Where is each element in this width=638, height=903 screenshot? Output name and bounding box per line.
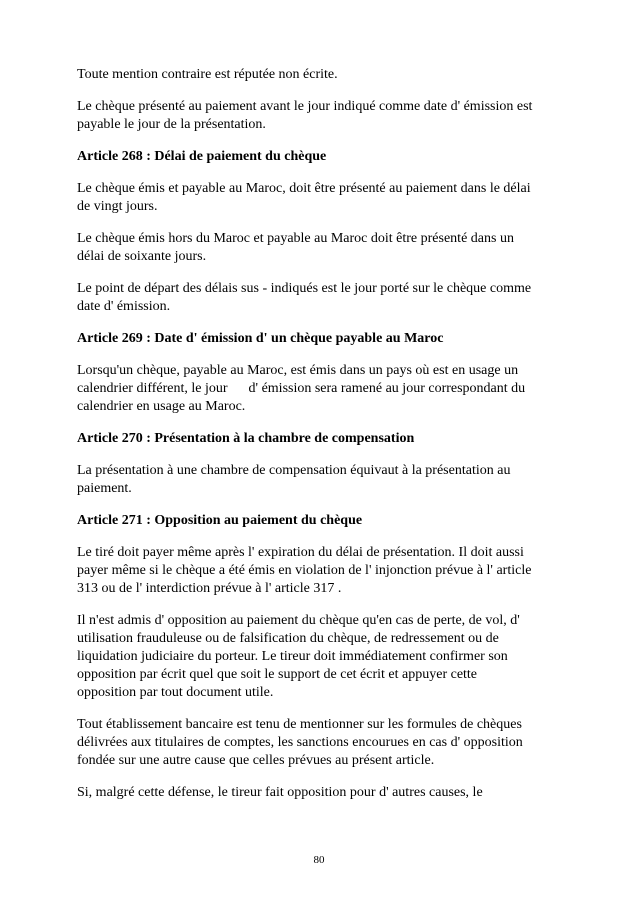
text-line: Si, malgré cette défense, le tireur fait opposition pour d' autres causes, le (77, 785, 483, 800)
text-line: La présentation à une chambre de compensation équivaut à la présentation au (77, 463, 511, 478)
text-line: utilisation frauduleuse ou de falsification du chèque, de redressement ou de (77, 631, 499, 646)
text-line: de vingt jours. (77, 199, 158, 214)
text-line: délivrées aux titulaires de comptes, les sanctions encourues en cas d' opposition (77, 735, 523, 750)
document-body (77, 66, 567, 816)
article-269-heading: Article 269 : Date d' émission d' un chèque payable au Maroc (77, 331, 444, 346)
paragraph (77, 362, 567, 416)
text-line: Le chèque émis hors du Maroc et payable au Maroc doit être présenté dans un (77, 231, 514, 246)
text-line: payer même si le chèque a été émis en violation de l' injonction prévue à l' article (77, 563, 532, 578)
text-line: délai de soixante jours. (77, 249, 207, 264)
article-268-heading: Article 268 : Délai de paiement du chèque (77, 149, 327, 164)
paragraph (77, 544, 567, 598)
paragraph (77, 280, 567, 316)
text-line: payable le jour de la présentation. (77, 117, 266, 132)
text-line: calendrier différent, le jour d' émission sera ramené au jour correspondant du (77, 381, 526, 396)
text-line: Lorsqu'un chèque, payable au Maroc, est émis dans un pays où est en usage un (77, 363, 519, 378)
paragraph (77, 180, 567, 216)
paragraph (77, 230, 567, 266)
text-line: paiement. (77, 481, 132, 496)
paragraph (77, 784, 567, 802)
text-line: Le point de départ des délais sus - indiqués est le jour porté sur le chèque comme (77, 281, 532, 296)
paragraph (77, 66, 567, 84)
page-number: 80 (313, 854, 325, 866)
paragraph (77, 462, 567, 498)
text-line: opposition par écrit quel que soit le support de cet écrit et appuyer cette (77, 667, 478, 682)
paragraph (77, 98, 567, 134)
text-line: Tout établissement bancaire est tenu de mentionner sur les formules de chèques (77, 717, 522, 732)
text-line: Il n'est admis d' opposition au paiement du chèque qu'en cas de perte, de vol, d' (77, 613, 520, 628)
text-line: calendrier en usage au Maroc. (77, 399, 246, 414)
paragraph (77, 612, 567, 702)
text-line: liquidation judiciaire du porteur. Le tireur doit immédiatement confirmer son (77, 649, 508, 664)
text-line: Toute mention contraire est réputée non écrite. (77, 67, 338, 82)
text-line: Le chèque émis et payable au Maroc, doit être présenté au paiement dans le délai (77, 181, 531, 196)
text-line: date d' émission. (77, 299, 171, 314)
text-line: Le chèque présenté au paiement avant le jour indiqué comme date d' émission est (77, 99, 533, 114)
text-line: fondée sur une autre cause que celles prévues au présent article. (77, 753, 435, 768)
text-line: 313 ou de l' interdiction prévue à l' article 317 . (77, 581, 342, 596)
text-line: opposition par tout document utile. (77, 685, 274, 700)
article-270-heading: Article 270 : Présentation à la chambre de compensation (77, 431, 415, 446)
text-line: Le tiré doit payer même après l' expiration du délai de présentation. Il doit aussi (77, 545, 524, 560)
article-271-heading: Article 271 : Opposition au paiement du chèque (77, 513, 363, 528)
paragraph (77, 716, 567, 770)
